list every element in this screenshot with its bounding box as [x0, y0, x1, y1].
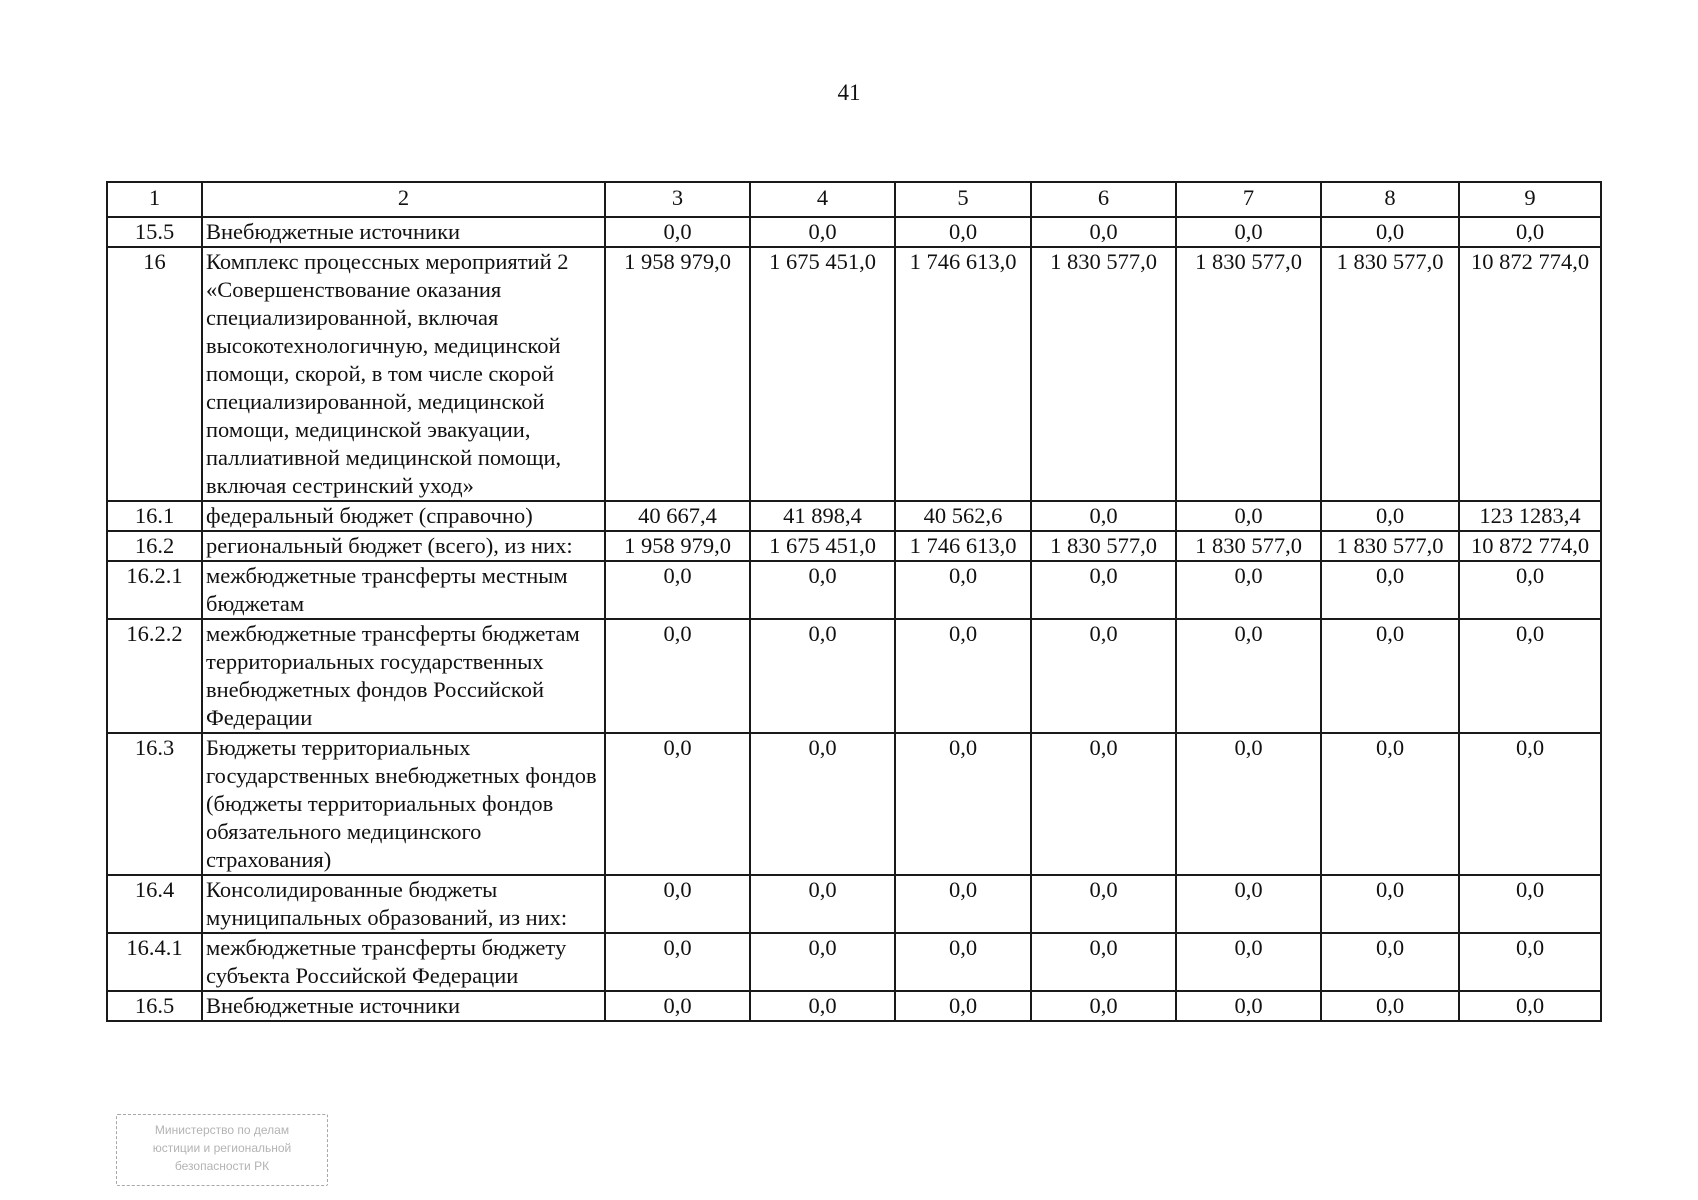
value-cell: 1 830 577,0: [1031, 247, 1176, 501]
value-cell: 1 830 577,0: [1031, 531, 1176, 561]
value-cell: 0,0: [1321, 733, 1459, 875]
value-cell: 0,0: [895, 619, 1031, 733]
value-cell: 0,0: [1176, 501, 1321, 531]
header-cell: 7: [1176, 182, 1321, 217]
page-number: 41: [837, 80, 861, 105]
table-row: [107, 619, 1601, 733]
value-cell: 0,0: [1176, 619, 1321, 733]
table-row: [107, 875, 1601, 933]
budget-table: [106, 181, 1602, 1022]
value-cell: 40 562,6: [895, 501, 1031, 531]
value-cell: 0,0: [1321, 501, 1459, 531]
row-name-cell: межбюджетные трансферты местным бюджетам: [202, 561, 605, 619]
row-number-cell: 16.1: [107, 501, 202, 531]
row-number-cell: 16.2: [107, 531, 202, 561]
value-cell: 0,0: [1031, 619, 1176, 733]
value-cell: 0,0: [1176, 217, 1321, 247]
value-cell: 0,0: [750, 733, 895, 875]
row-number-cell: 15.5: [107, 217, 202, 247]
value-cell: 0,0: [605, 561, 750, 619]
value-cell: 0,0: [895, 561, 1031, 619]
value-cell: 0,0: [1031, 217, 1176, 247]
value-cell: 0,0: [1459, 619, 1601, 733]
table-row: [107, 733, 1601, 875]
value-cell: 0,0: [605, 619, 750, 733]
value-cell: 0,0: [750, 619, 895, 733]
value-cell: 1 830 577,0: [1321, 247, 1459, 501]
value-cell: 0,0: [750, 875, 895, 933]
header-cell: 1: [107, 182, 202, 217]
table-row: [107, 501, 1601, 531]
stamp-line: Министерство по делам: [154, 1123, 290, 1137]
value-cell: 1 830 577,0: [1176, 247, 1321, 501]
value-cell: 0,0: [1459, 933, 1601, 991]
value-cell: 1 675 451,0: [750, 247, 895, 501]
row-name-cell: межбюджетные трансферты бюджету субъекта Российской Федерации: [202, 933, 605, 991]
table-row: [107, 531, 1601, 561]
row-name-cell: Бюджеты территориальных государственных внебюджетных фондов (бюджеты территориальных фондов обязательного медицинского страхования): [202, 733, 605, 875]
value-cell: 0,0: [1459, 561, 1601, 619]
value-cell: 1 675 451,0: [750, 531, 895, 561]
row-number-cell: 16.4.1: [107, 933, 202, 991]
row-number-cell: 16.2.1: [107, 561, 202, 619]
table-row: [107, 247, 1601, 501]
value-cell: 0,0: [1321, 875, 1459, 933]
header-cell: 3: [605, 182, 750, 217]
row-name-cell: Внебюджетные источники: [202, 991, 605, 1021]
value-cell: 0,0: [1321, 991, 1459, 1021]
value-cell: 0,0: [750, 217, 895, 247]
header-cell: 2: [202, 182, 605, 217]
value-cell: 0,0: [1459, 875, 1601, 933]
value-cell: 1 830 577,0: [1321, 531, 1459, 561]
row-name-cell: Внебюджетные источники: [202, 217, 605, 247]
value-cell: 1 746 613,0: [895, 531, 1031, 561]
row-number-cell: 16.4: [107, 875, 202, 933]
row-number-cell: 16.3: [107, 733, 202, 875]
header-cell: 8: [1321, 182, 1459, 217]
value-cell: 1 746 613,0: [895, 247, 1031, 501]
value-cell: 0,0: [1031, 561, 1176, 619]
value-cell: 0,0: [1176, 933, 1321, 991]
value-cell: 0,0: [1321, 561, 1459, 619]
value-cell: 0,0: [750, 933, 895, 991]
value-cell: 0,0: [1321, 619, 1459, 733]
table-row: [107, 933, 1601, 991]
value-cell: 0,0: [605, 875, 750, 933]
row-name-cell: региональный бюджет (всего), из них:: [202, 531, 605, 561]
row-number-cell: 16: [107, 247, 202, 501]
value-cell: 0,0: [1459, 991, 1601, 1021]
row-number-cell: 16.2.2: [107, 619, 202, 733]
value-cell: 0,0: [895, 733, 1031, 875]
table-row: [107, 561, 1601, 619]
table-row: [107, 217, 1601, 247]
value-cell: 40 667,4: [605, 501, 750, 531]
row-number-cell: 16.5: [107, 991, 202, 1021]
value-cell: 0,0: [895, 933, 1031, 991]
stamp-line: безопасности РК: [174, 1159, 270, 1173]
value-cell: 1 958 979,0: [605, 247, 750, 501]
value-cell: 0,0: [1176, 561, 1321, 619]
value-cell: 1 830 577,0: [1176, 531, 1321, 561]
value-cell: 0,0: [750, 991, 895, 1021]
table-row: [107, 991, 1601, 1021]
value-cell: 0,0: [1031, 991, 1176, 1021]
value-cell: 0,0: [605, 991, 750, 1021]
table-header-row: [107, 182, 1601, 217]
value-cell: 0,0: [605, 217, 750, 247]
row-name-cell: Комплекс процессных мероприятий 2 «Совершенствование оказания специализированной, включая высокотехнологичную, медицинской помощи, скорой, в том числе скорой специализированной, медицинской помощи, медицинской эвакуации, паллиативной медицинской помощи, включая сестринский уход»: [202, 247, 605, 501]
row-name-cell: межбюджетные трансферты бюджетам территориальных государственных внебюджетных фондов Российской Федерации: [202, 619, 605, 733]
value-cell: 41 898,4: [750, 501, 895, 531]
value-cell: 0,0: [1459, 217, 1601, 247]
header-cell: 5: [895, 182, 1031, 217]
value-cell: 0,0: [1321, 933, 1459, 991]
value-cell: 0,0: [1176, 733, 1321, 875]
value-cell: 123 1283,4: [1459, 501, 1601, 531]
row-name-cell: Консолидированные бюджеты муниципальных образований, из них:: [202, 875, 605, 933]
value-cell: 0,0: [1031, 501, 1176, 531]
value-cell: 0,0: [1176, 875, 1321, 933]
header-cell: 6: [1031, 182, 1176, 217]
value-cell: 0,0: [1321, 217, 1459, 247]
value-cell: 0,0: [895, 217, 1031, 247]
value-cell: 0,0: [605, 733, 750, 875]
value-cell: 0,0: [1031, 733, 1176, 875]
value-cell: 10 872 774,0: [1459, 247, 1601, 501]
registration-stamp: [116, 1114, 328, 1186]
value-cell: 0,0: [1031, 933, 1176, 991]
value-cell: 0,0: [605, 933, 750, 991]
stamp-line: юстиции и региональной: [152, 1141, 292, 1155]
value-cell: 1 958 979,0: [605, 531, 750, 561]
header-cell: 4: [750, 182, 895, 217]
value-cell: 0,0: [895, 991, 1031, 1021]
row-name-cell: федеральный бюджет (справочно): [202, 501, 605, 531]
value-cell: 10 872 774,0: [1459, 531, 1601, 561]
table-body: [107, 182, 1601, 1021]
value-cell: 0,0: [1176, 991, 1321, 1021]
value-cell: 0,0: [1031, 875, 1176, 933]
value-cell: 0,0: [750, 561, 895, 619]
value-cell: 0,0: [1459, 733, 1601, 875]
header-cell: 9: [1459, 182, 1601, 217]
value-cell: 0,0: [895, 875, 1031, 933]
